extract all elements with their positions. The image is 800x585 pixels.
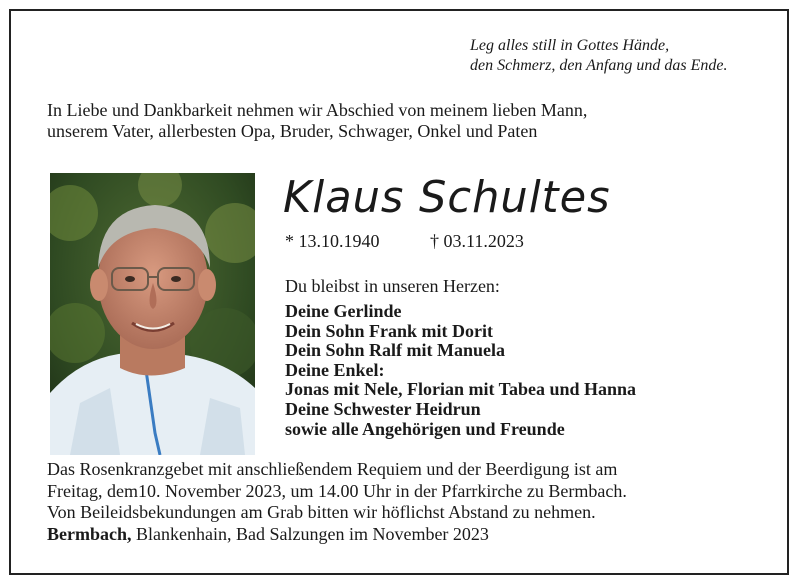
place-date-line: [47, 524, 627, 546]
mourner-line: Dein Sohn Frank mit Dorit: [285, 320, 494, 341]
birth-date: * 13.10.1940: [285, 231, 380, 251]
mourner-line: Deine Gerlinde: [285, 301, 402, 321]
service-line-1: Das Rosenkranzgebet mit anschließendem Requiem und der Beerdigung ist am: [47, 459, 618, 479]
life-dates: [285, 231, 524, 252]
mourner-line: Dein Sohn Ralf mit Manuela: [285, 340, 506, 361]
intro-line-2: unserem Vater, allerbesten Opa, Bruder, Schwager, Onkel und Paten: [47, 121, 538, 141]
death-date: † 03.11.2023: [430, 231, 524, 251]
service-line-3: Von Beileidsbekundungen am Grab bitten wir höflichst Abstand zu nehmen.: [47, 502, 596, 522]
service-line-2: Freitag, dem10. November 2023, um 14.00 Uhr in der Pfarrkirche zu Bermbach.: [47, 480, 627, 501]
mourner-line: sowie alle Angehörigen und Freunde: [285, 418, 565, 439]
verse-line-1: Leg alles still in Gottes Hände,: [470, 37, 670, 54]
deceased-name: Klaus Schultes: [283, 172, 611, 223]
verse-line-2: den Schmerz, den Anfang und das Ende.: [470, 57, 728, 74]
place-rest: Blankenhain, Bad Salzungen im November 2023: [131, 523, 489, 544]
memorial-verse: [470, 36, 727, 76]
service-info: [47, 459, 627, 545]
portrait-photo: [50, 173, 255, 455]
intro-text: [47, 100, 587, 142]
place-name: Bermbach,: [47, 523, 132, 544]
intro-line-1: In Liebe und Dankbarkeit nehmen wir Abschied von meinem lieben Mann,: [47, 100, 588, 120]
mourners-heading: Du bleibst in unseren Herzen:: [285, 276, 500, 296]
mourner-line: Deine Enkel:: [285, 359, 385, 380]
mourner-line: Jonas mit Nele, Florian mit Tabea und Hanna: [285, 379, 637, 400]
mourner-line: Deine Schwester Heidrun: [285, 398, 481, 419]
mourners-list: [285, 302, 636, 439]
